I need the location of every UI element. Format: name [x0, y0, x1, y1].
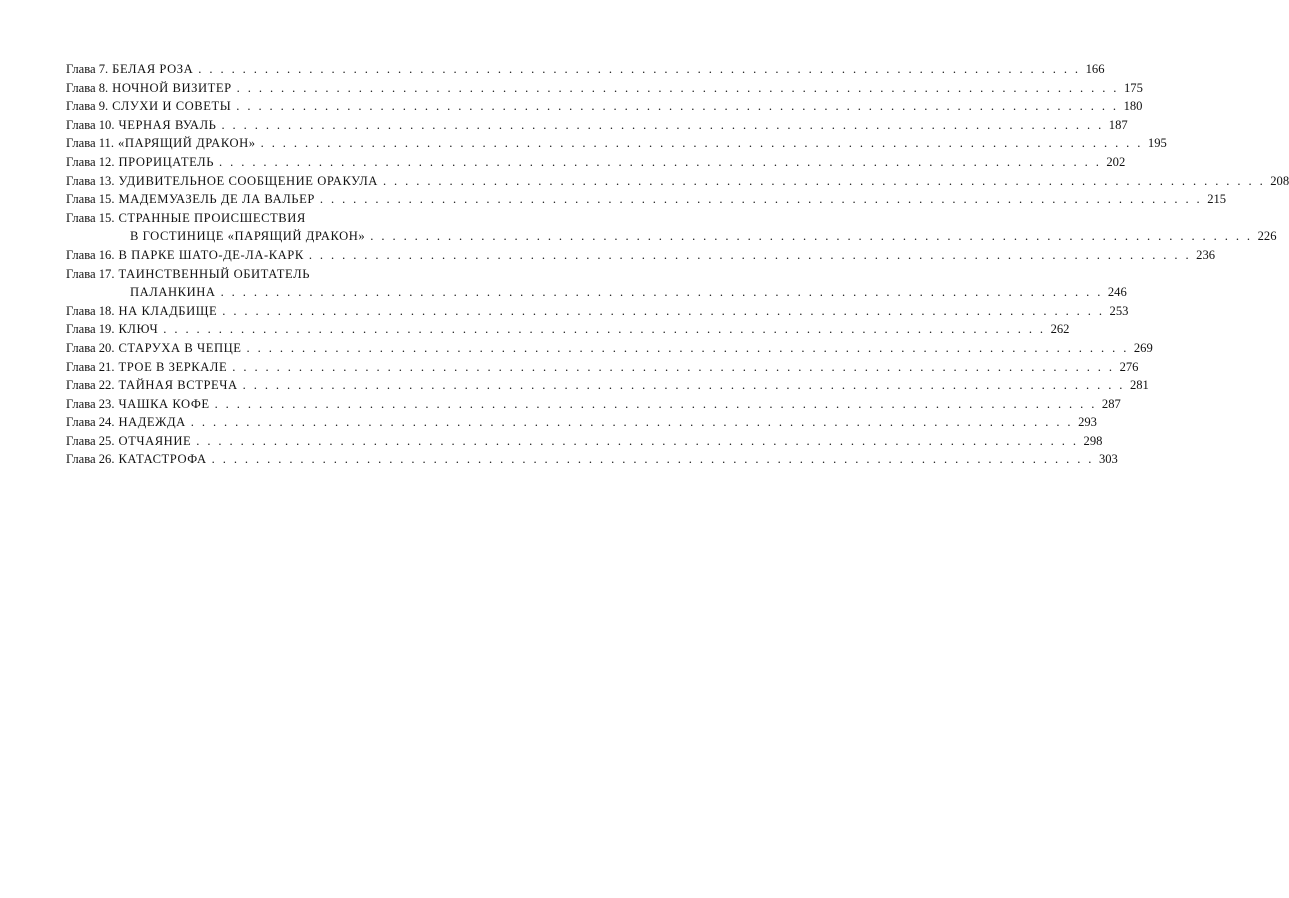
toc-entry	[66, 79, 1143, 98]
chapter-title: «ПАРЯЩИЙ ДРАКОН»	[118, 136, 256, 151]
dot-leader: . . . . . . . . . . . . . . . . . . . . . . . . . . . . . . . . . . . . . . . . . . . . . . . . . . . . . . . . . . . . . . . . . . . . . . . . . . . . . . . .	[236, 80, 1119, 95]
chapter-title: ТРОЕ В ЗЕРКАЛЕ	[118, 359, 228, 374]
page-number: 269	[1133, 340, 1153, 355]
dot-leader: . . . . . . . . . . . . . . . . . . . . . . . . . . . . . . . . . . . . . . . . . . . . . . . . . . . . . . . . . . . . . . . . . . . . . . . . . . . . . . . .	[190, 415, 1073, 430]
toc-entry-line	[66, 79, 1143, 98]
dot-leader: . . . . . . . . . . . . . . . . . . . . . . . . . . . . . . . . . . . . . . . . . . . . . . . . . . . . . . . . . . . . . . . . . . . . . . . . . . . . . . . .	[370, 229, 1253, 244]
chapter-title-continuation: В ГОСТИНИЦЕ «ПАРЯЩИЙ ДРАКОН»	[130, 229, 366, 244]
toc-entry-line	[66, 116, 1128, 135]
chapter-number: Глава 19.	[66, 322, 115, 337]
toc-entry-line	[66, 153, 1126, 172]
dot-leader: . . . . . . . . . . . . . . . . . . . . . . . . . . . . . . . . . . . . . . . . . . . . . . . . . . . . . . . . . . . . . . . . . . . . . . . . . . . . . . . .	[236, 99, 1119, 114]
chapter-title: ТАЙНАЯ ВСТРЕЧА	[118, 378, 238, 393]
toc-entry-line	[66, 376, 1149, 395]
chapter-title: НА КЛАДБИЩЕ	[118, 303, 218, 318]
chapter-number: Глава 24.	[66, 415, 115, 430]
chapter-number: Глава 22.	[66, 378, 115, 393]
page-number: 246	[1107, 285, 1127, 300]
page-number: 226	[1257, 229, 1277, 244]
dot-leader: . . . . . . . . . . . . . . . . . . . . . . . . . . . . . . . . . . . . . . . . . . . . . . . . . . . . . . . . . . . . . . . . . . . . . . . . . . . . . . . .	[260, 136, 1143, 151]
toc-entry-line	[66, 265, 467, 284]
page-number: 175	[1123, 80, 1143, 95]
toc-entry-continuation-line	[66, 283, 1127, 302]
toc-entry	[66, 395, 1121, 414]
toc-entry	[66, 339, 1153, 358]
dot-leader: . . . . . . . . . . . . . . . . . . . . . . . . . . . . . . . . . . . . . . . . . . . . . . . . . . . . . . . . . . . . . . . . . . . . . . . . . . . . . . . .	[221, 117, 1104, 132]
dot-leader: . . . . . . . . . . . . . . . . . . . . . . . . . . . . . . . . . . . . . . . . . . . . . . . . . . . . . . . . . . . . . . . . . . . . . . . . . . . . . . . .	[220, 285, 1103, 300]
toc-entry-line	[66, 450, 1118, 469]
dot-leader: . . . . . . . . . . . . . . . . . . . . . . . . . . . . . . . . . . . . . . . . . . . . . . . . . . . . . . . . . . . . . . . . . . . . . . . . . . . . . . . .	[319, 192, 1203, 207]
toc-entry	[66, 116, 1128, 135]
page-number: 287	[1101, 396, 1121, 411]
chapter-title: СТАРУХА В ЧЕПЦЕ	[118, 340, 242, 355]
toc-entry-line	[66, 246, 1216, 265]
page-number: 236	[1196, 247, 1216, 262]
toc-entry-continuation-line	[66, 227, 1277, 246]
toc-entry-line	[66, 302, 1129, 321]
chapter-title: НОЧНОЙ ВИЗИТЕР	[112, 80, 232, 95]
chapter-number: Глава 8.	[66, 80, 109, 95]
page-number: 208	[1270, 173, 1289, 188]
toc-entry-line	[66, 60, 1105, 79]
page-number: 202	[1106, 154, 1126, 169]
toc-entry	[66, 450, 1118, 469]
page-number: 166	[1085, 62, 1105, 76]
toc-entry-line	[66, 413, 1097, 432]
page-number: 180	[1123, 99, 1143, 114]
dot-leader: . . . . . . . . . . . . . . . . . . . . . . . . . . . . . . . . . . . . . . . . . . . . . . . . . . . . . . . . . . . . . . . . . . . . . . . . . . . . . . . .	[308, 247, 1192, 262]
dot-leader: . . . . . . . . . . . . . . . . . . . . . . . . . . . . . . . . . . . . . . . . . . . . . . . . . . . . . . . . . . . . . . . . . . . . . . . . . . . . . . . .	[214, 396, 1097, 411]
chapter-number: Глава 21.	[66, 359, 115, 374]
toc-entry	[66, 60, 1105, 79]
page-number: 303	[1098, 452, 1118, 467]
dot-leader: . . . . . . . . . . . . . . . . . . . . . . . . . . . . . . . . . . . . . . . . . . . . . . . . . . . . . . . . . . . . . . . . . . . . . . . . . . . . . . . .	[242, 378, 1125, 393]
chapter-title: СЛУХИ И СОВЕТЫ	[112, 99, 232, 114]
table-of-contents	[66, 60, 1289, 469]
chapter-title: ТАИНСТВЕННЫЙ ОБИТАТЕЛЬ	[118, 266, 310, 281]
chapter-number: Глава 16.	[66, 247, 115, 262]
chapter-number: Глава 11.	[66, 136, 115, 151]
toc-entry	[66, 97, 1143, 116]
dot-leader: . . . . . . . . . . . . . . . . . . . . . . . . . . . . . . . . . . . . . . . . . . . . . . . . . . . . . . . . . . . . . . . . . . . . . . . . . . . . . . . .	[196, 433, 1079, 448]
chapter-number: Глава 15.	[66, 210, 115, 225]
toc-entry-line	[66, 97, 1143, 116]
chapter-title: В ПАРКЕ ШАТО-ДЕ-ЛА-КАРК	[118, 247, 304, 262]
toc-entry-line	[66, 320, 1070, 339]
page-number: 253	[1109, 303, 1129, 318]
chapter-number: Глава 15.	[66, 192, 115, 207]
chapter-title: ЧЕРНАЯ ВУАЛЬ	[118, 117, 217, 132]
chapter-title: НАДЕЖДА	[118, 415, 186, 430]
chapter-title: СТРАННЫЕ ПРОИСШЕСТВИЯ	[118, 210, 306, 225]
toc-entry-line	[66, 358, 1139, 377]
page-number: 187	[1108, 117, 1128, 132]
toc-entry	[66, 246, 1216, 265]
toc-entry	[66, 190, 1227, 209]
page-number: 281	[1129, 378, 1149, 393]
page-number: 293	[1078, 415, 1097, 430]
chapter-title: БЕЛАЯ РОЗА	[112, 62, 194, 76]
chapter-number: Глава 13.	[66, 173, 115, 188]
toc-entry	[66, 209, 1277, 246]
toc-entry	[66, 413, 1097, 432]
chapter-title-continuation: ПАЛАНКИНА	[130, 285, 216, 300]
chapter-title: МАДЕМУАЗЕЛЬ ДЕ ЛА ВАЛЬЕР	[118, 192, 315, 207]
chapter-title: КАТАСТРОФА	[118, 452, 207, 467]
page-number: 262	[1050, 322, 1070, 337]
toc-entry	[66, 376, 1149, 395]
chapter-number: Глава 10.	[66, 117, 115, 132]
chapter-title: УДИВИТЕЛЬНОЕ СООБЩЕНИЕ ОРАКУЛА	[118, 173, 378, 188]
toc-entry-line	[66, 432, 1103, 451]
dot-leader: . . . . . . . . . . . . . . . . . . . . . . . . . . . . . . . . . . . . . . . . . . . . . . . . . . . . . . . . . . . . . . . . . . . . . . . . . . . . . . . .	[222, 303, 1105, 318]
toc-entry-line	[66, 395, 1121, 414]
page-number: 276	[1119, 359, 1139, 374]
toc-entry-line	[66, 190, 1227, 209]
chapter-title: ОТЧАЯНИЕ	[118, 433, 192, 448]
chapter-title: КЛЮЧ	[118, 322, 159, 337]
toc-entry-line	[66, 134, 1167, 153]
toc-entry	[66, 302, 1129, 321]
page-number: 215	[1207, 192, 1227, 207]
toc-entry	[66, 432, 1103, 451]
toc-entry-line	[66, 172, 1289, 191]
toc-entry	[66, 134, 1167, 153]
toc-entry-line	[66, 339, 1153, 358]
chapter-number: Глава 9.	[66, 99, 109, 114]
chapter-number: Глава 26.	[66, 452, 115, 467]
chapter-number: Глава 12.	[66, 154, 115, 169]
page-number: 298	[1083, 433, 1103, 448]
chapter-number: Глава 17.	[66, 266, 115, 281]
chapter-number: Глава 7.	[66, 62, 109, 76]
dot-leader: . . . . . . . . . . . . . . . . . . . . . . . . . . . . . . . . . . . . . . . . . . . . . . . . . . . . . . . . . . . . . . . . . . . . . . . . . . . . . . . .	[163, 322, 1046, 337]
dot-leader: . . . . . . . . . . . . . . . . . . . . . . . . . . . . . . . . . . . . . . . . . . . . . . . . . . . . . . . . . . . . . . . . . . . . . . . . . . . . . . . .	[382, 173, 1266, 188]
dot-leader: . . . . . . . . . . . . . . . . . . . . . . . . . . . . . . . . . . . . . . . . . . . . . . . . . . . . . . . . . . . . . . . . . . . . . . . . . . . . . . . .	[246, 340, 1129, 355]
chapter-number: Глава 25.	[66, 433, 115, 448]
toc-entry	[66, 153, 1126, 172]
chapter-number: Глава 20.	[66, 340, 115, 355]
chapter-title: ЧАШКА КОФЕ	[118, 396, 210, 411]
chapter-number: Глава 18.	[66, 303, 115, 318]
dot-leader: . . . . . . . . . . . . . . . . . . . . . . . . . . . . . . . . . . . . . . . . . . . . . . . . . . . . . . . . . . . . . . . . . . . . . . . . . . . . . . . .	[219, 154, 1102, 169]
dot-leader: . . . . . . . . . . . . . . . . . . . . . . . . . . . . . . . . . . . . . . . . . . . . . . . . . . . . . . . . . . . . . . . . . . . . . . . . . . . . . . . .	[232, 359, 1115, 374]
toc-entry	[66, 320, 1070, 339]
dot-leader: . . . . . . . . . . . . . . . . . . . . . . . . . . . . . . . . . . . . . . . . . . . . . . . . . . . . . . . . . . . . . . . . . . . . . . . . . . . . . . . .	[198, 62, 1081, 76]
toc-entry	[66, 265, 1127, 302]
chapter-number: Глава 23.	[66, 396, 115, 411]
page-number: 195	[1147, 136, 1167, 151]
dot-leader: . . . . . . . . . . . . . . . . . . . . . . . . . . . . . . . . . . . . . . . . . . . . . . . . . . . . . . . . . . . . . . . . . . . . . . . . . . . . . . . .	[211, 452, 1094, 467]
toc-entry	[66, 172, 1289, 191]
toc-entry	[66, 358, 1139, 377]
toc-entry-line	[66, 209, 467, 228]
chapter-title: ПРОРИЦАТЕЛЬ	[118, 154, 215, 169]
